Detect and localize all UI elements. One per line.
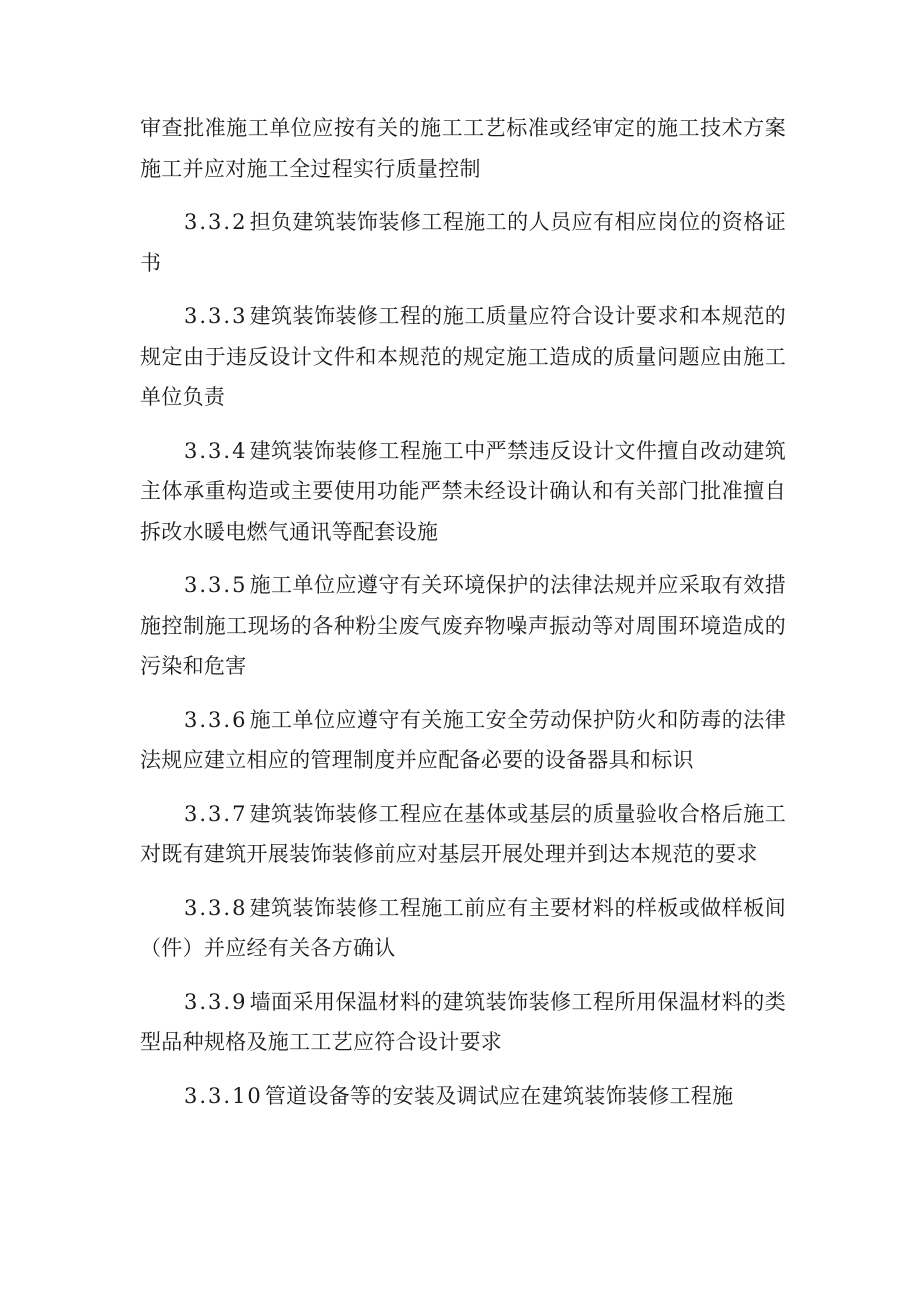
clause-number: 3.3.7: [184, 801, 248, 826]
paragraph-3-3-5: [140, 565, 786, 687]
paragraph-3-3-8: [140, 888, 786, 969]
document-body: [140, 108, 786, 1129]
paragraph-3-3-7: [140, 794, 786, 875]
paragraph-3-3-6: [140, 700, 786, 781]
paragraph-text: 墙面采用保温材料的建筑装饰装修工程所用保温材料的类型品种规格及施工工艺应符合设计要求: [140, 989, 786, 1054]
paragraph-text: 建筑装饰装修工程的施工质量应符合设计要求和本规范的规定由于违反设计文件和本规范的规定施工造成的质量问题应由施工单位负责: [140, 304, 786, 409]
clause-number: 3.3.3: [184, 304, 248, 328]
clause-number: 3.3.6: [184, 707, 248, 732]
paragraph-text: 审查批准施工单位应按有关的施工工艺标准或经审定的施工技术方案施工并应对施工全过程实行质量控制: [140, 116, 786, 181]
paragraph-3-3-2: [140, 202, 786, 283]
paragraph-continuation: [140, 108, 786, 189]
clause-number: 3.3.5: [184, 573, 248, 597]
clause-number: 3.3.4: [184, 438, 248, 463]
paragraph-text: 施工单位应遵守有关施工安全劳动保护防火和防毒的法律法规应建立相应的管理制度并应配备必要的设备器具和标识: [140, 707, 786, 772]
paragraph-text: 建筑装饰装修工程应在基体或基层的质量验收合格后施工对既有建筑开展装饰装修前应对基层开展处理并到达本规范的要求: [140, 801, 786, 866]
paragraph-3-3-9: [140, 982, 786, 1063]
paragraph-3-3-10: [140, 1076, 786, 1117]
paragraph-3-3-4: [140, 431, 786, 553]
paragraph-text: 施工单位应遵守有关环境保护的法律法规并应采取有效措施控制施工现场的各种粉尘废气废弃物噪声振动等对周围环境造成的污染和危害: [140, 573, 786, 678]
paragraph-text: 建筑装饰装修工程施工前应有主要材料的样板或做样板间（件）并应经有关各方确认: [140, 895, 786, 960]
clause-number: 3.3.2: [184, 210, 248, 234]
paragraph-text: 管道设备等的安装及调试应在建筑装饰装修工程施: [264, 1083, 734, 1108]
clause-number: 3.3.10: [184, 1083, 263, 1108]
paragraph-text: 担负建筑装饰装修工程施工的人员应有相应岗位的资格证书: [140, 210, 786, 275]
paragraph-text: 建筑装饰装修工程施工中严禁违反设计文件擅自改动建筑主体承重构造或主要使用功能严禁未经设计确认和有关部门批准擅自拆改水暖电燃气通讯等配套设施: [140, 438, 786, 544]
clause-number: 3.3.9: [184, 989, 248, 1014]
paragraph-3-3-3: [140, 296, 786, 418]
clause-number: 3.3.8: [184, 895, 248, 920]
